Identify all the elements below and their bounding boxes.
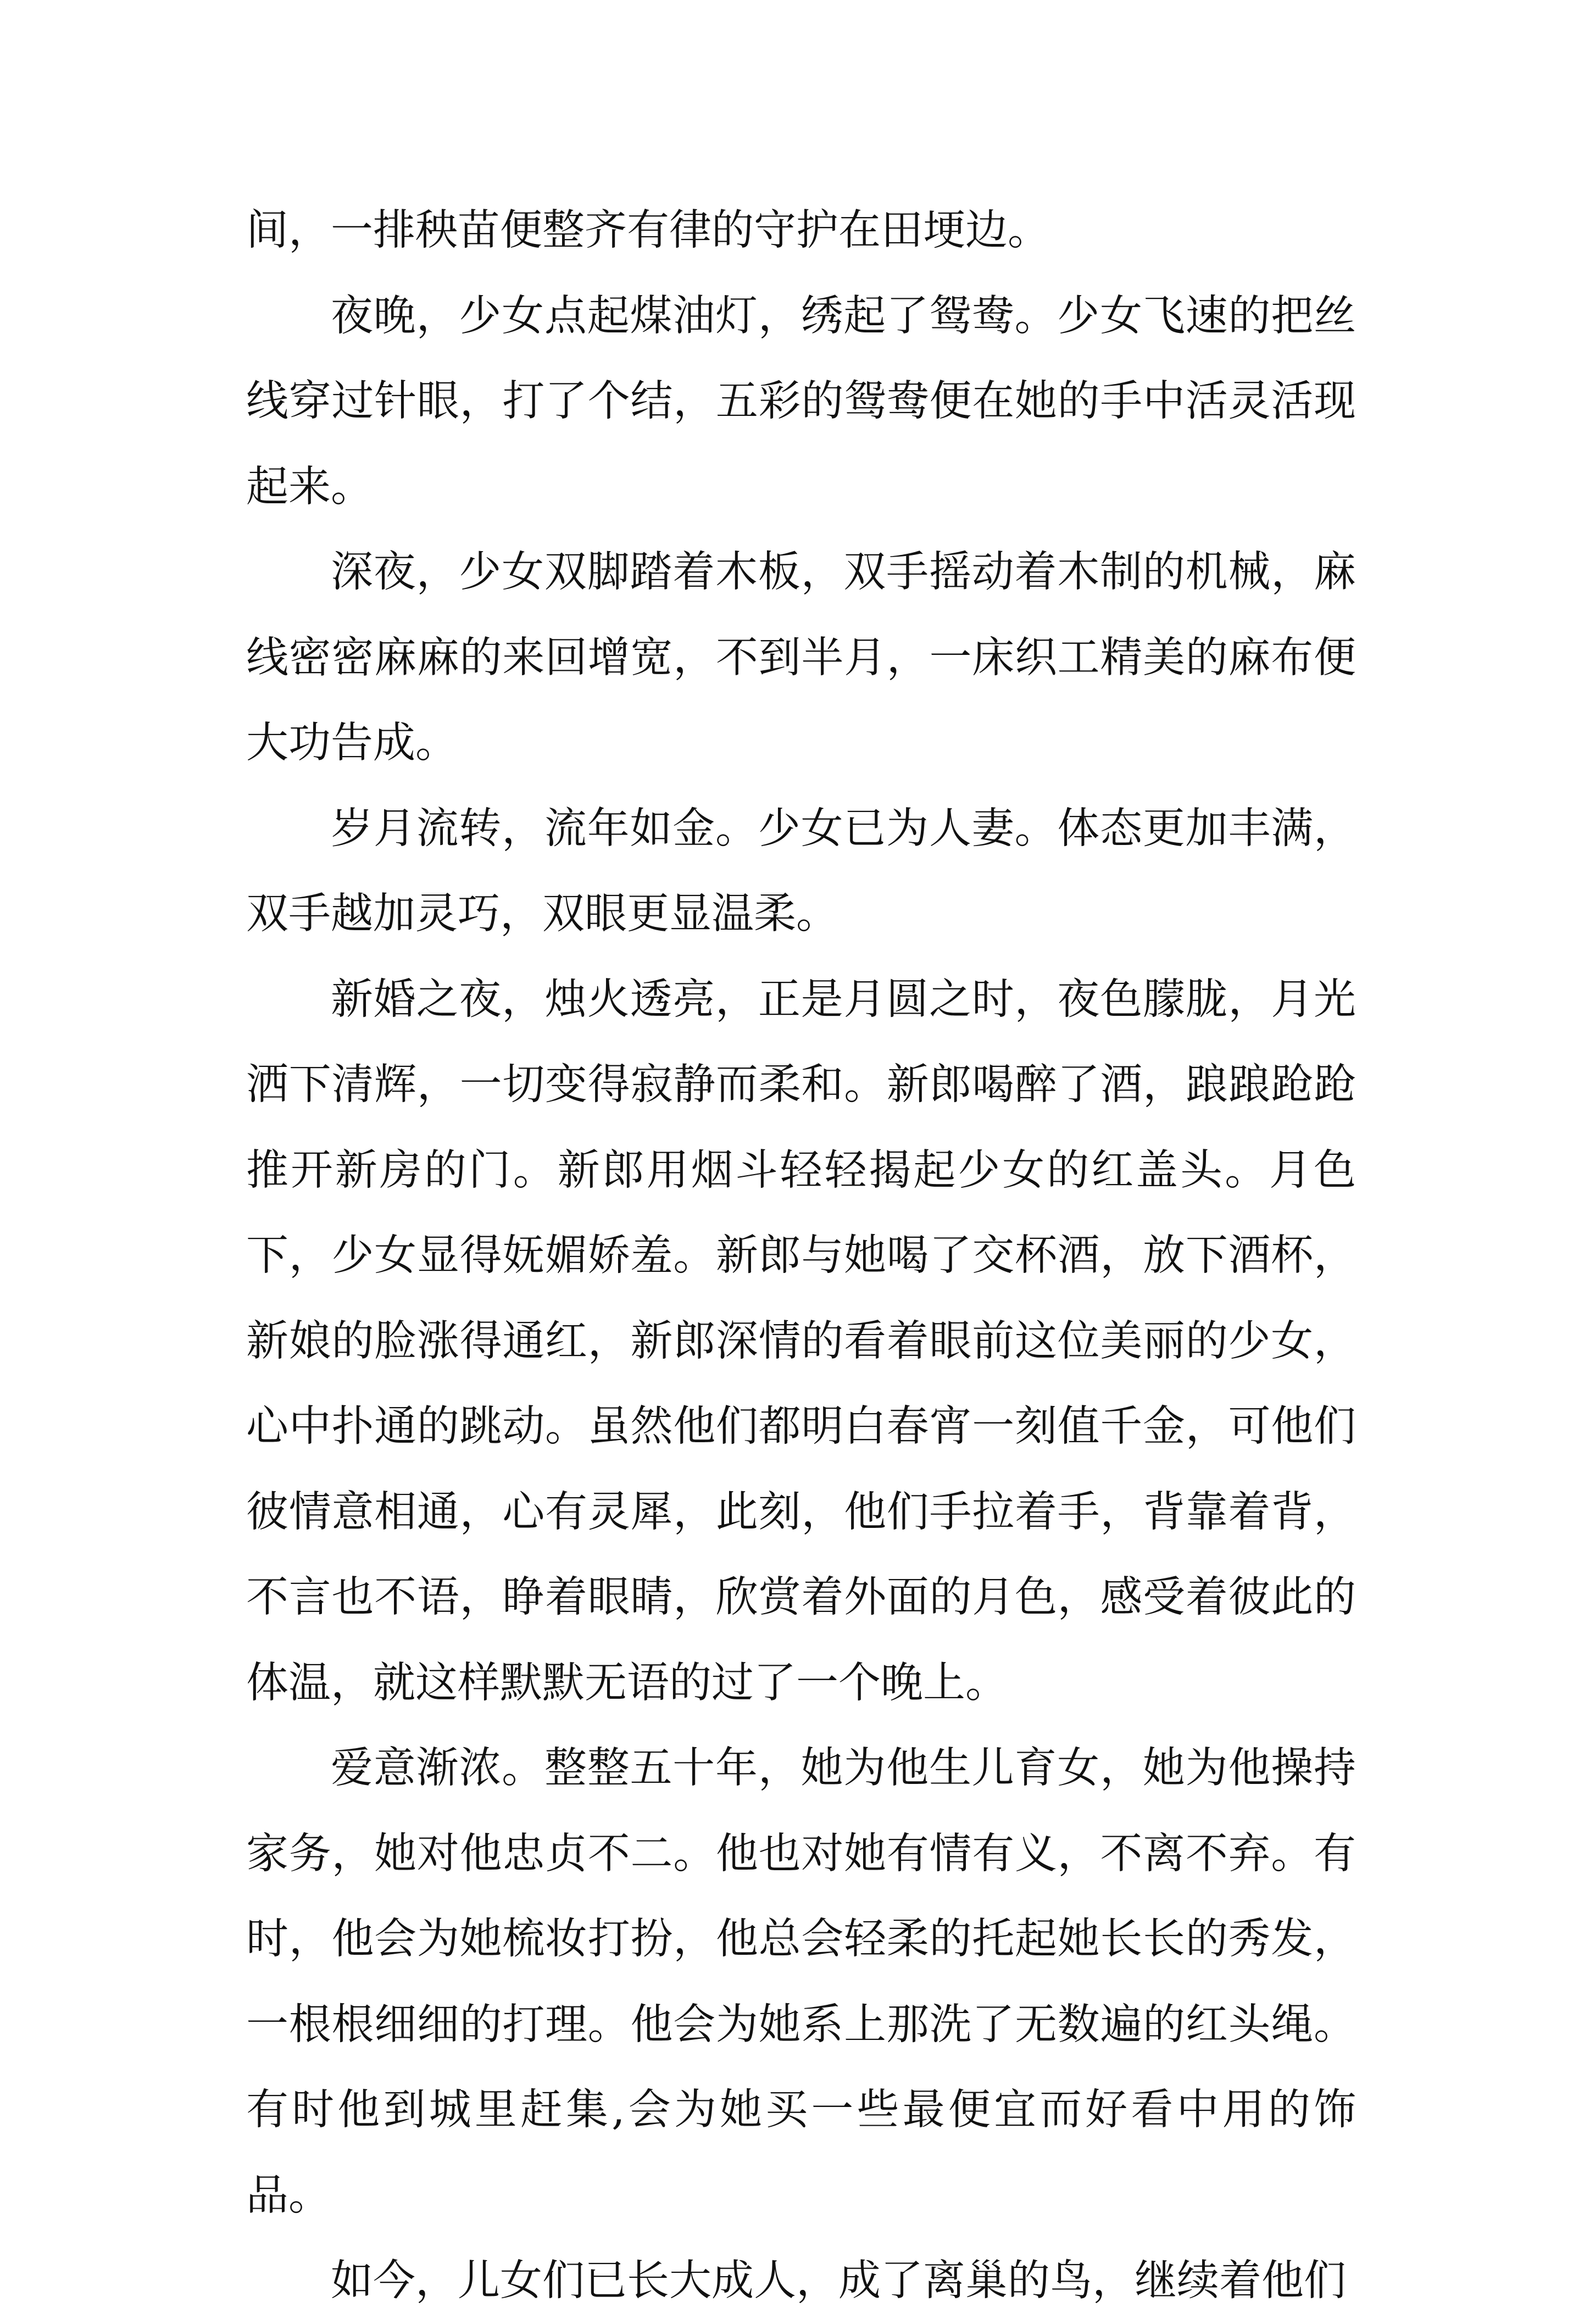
paragraph: 如今，儿女们已长大成人，成了离巢的鸟，继续着他们: [331, 2256, 1346, 2305]
paragraph: 爱意渐浓。整整五十年，她为他生儿育女，她为他操持家务，她对他忠贞不二。他也对她有情有义，不离不弃。有时，他会为她梳妆打扮，他总会轻柔的托起她长长的秀发，一根根细细的打理。他会为她系上那洗了无数遍的红头绳。有时他到城里赶集,会为她买一些最便宜而好看中用的饰品。: [246, 1744, 1356, 2220]
paragraph: 岁月流转，流年如金。少女已为人妻。体态更加丰满，双手越加灵巧，双眼更显温柔。: [246, 804, 1356, 938]
paragraph: 间，一排秧苗便整齐有律的守护在田埂边。: [246, 206, 1050, 255]
body-text: [246, 188, 1356, 2324]
paragraph: 深夜，少女双脚踏着木板，双手摇动着木制的机械，麻线密密麻麻的来回增宽，不到半月，一床织工精美的麻布便大功告成。: [246, 548, 1356, 768]
paragraph: 新婚之夜，烛火透亮，正是月圆之时，夜色朦胧，月光洒下清辉，一切变得寂静而柔和。新郎喝醉了酒，踉踉跄跄推开新房的门。新郎用烟斗轻轻揭起少女的红盖头。月色下，少女显得妩媚娇羞。新郎与她喝了交杯酒，放下酒杯，新娘的脸涨得通红，新郎深情的看着眼前这位美丽的少女，心中扑通的跳动。虽然他们都明白春宵一刻值千金，可他们彼情意相通，心有灵犀，此刻，他们手拉着手，背靠着背，不言也不语，睁着眼睛，欣赏着外面的月色，感受着彼此的体温，就这样默默无语的过了一个晚上。: [246, 975, 1356, 1708]
paragraph: 夜晚，少女点起煤油灯，绣起了鸳鸯。少女飞速的把丝线穿过针眼，打了个结，五彩的鸳鸯便在她的手中活灵活现起来。: [246, 291, 1356, 511]
